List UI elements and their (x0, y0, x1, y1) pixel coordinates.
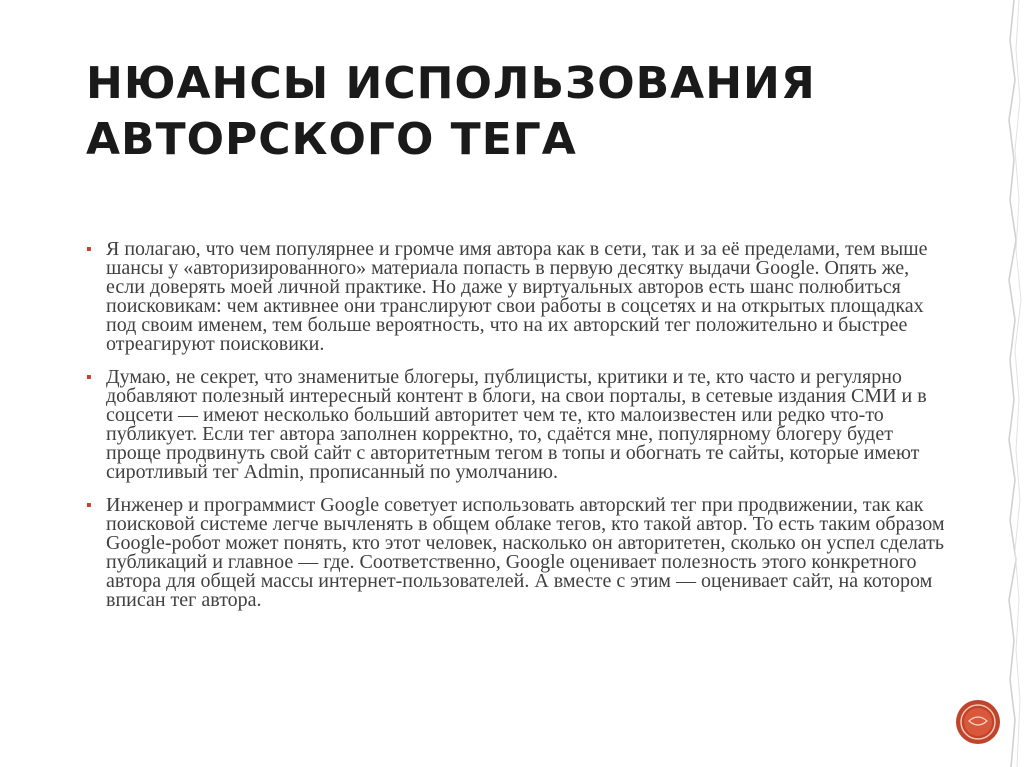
bullet-icon: ▪ (86, 241, 92, 258)
list-item (86, 240, 946, 354)
paragraph-text: Я полагаю, что чем популярнее и громче имя автора как в сети, так и за её пределами, тем выше шансы у «авторизированного» материала попасть в первую десятку выдачи Google. Опять же, если доверять моей личной практике. Но даже у виртуальных авторов есть шанс полюбиться поисковикам: чем активнее они транслируют свои работы в соцсетях и на открытых площадках под своим именем, тем больше вероятность, что на их авторский тег положительно и быстрее отреагируют поисковики. (106, 238, 928, 355)
bullet-list (86, 240, 946, 624)
site-logo-icon (955, 699, 1001, 745)
paragraph-text: Думаю, не секрет, что знаменитые блогеры, публицисты, критики и те, кто часто и регулярно добавляют полезный интересный контент в блоги, на свои порталы, в сетевые издания СМИ и в соцсети — имеют несколько больший авторитет чем те, кто малоизвестен или редко что-то публикует. Если тег автора заполнен корректно, то, сдаётся мне, популярному блогеру будет проще продвинуть свой сайт с авторитетным тегом в топы и обогнать те сайты, которые имеют сиротливый тег Admin, прописанный по умолчанию. (106, 366, 927, 483)
list-item (86, 496, 946, 610)
slide-title (86, 56, 946, 168)
torn-edge-decoration (1000, 0, 1024, 767)
paragraph-text: Инженер и программист Google советует использовать авторский тег при продвижении, так как поисковой системе легче вычленять в общем облаке тегов, кто такой автор. То есть таким образом Google-робот может понять, кто этот человек, насколько он авторитетен, сколько он успел сделать публикаций и главное — где. Соответственно, Google оценивает полезность этого конкретного автора для общей массы интернет-пользователей. А вместе с этим — оценивает сайт, на котором вписан тег автора. (106, 494, 945, 611)
bullet-icon: ▪ (86, 497, 92, 514)
slide-title-line-2: АВТОРСКОГО ТЕГА (86, 114, 577, 165)
slide-title-line-1: НЮАНСЫ ИСПОЛЬЗОВАНИЯ (86, 58, 816, 109)
list-item (86, 368, 946, 482)
bullet-icon: ▪ (86, 369, 92, 386)
